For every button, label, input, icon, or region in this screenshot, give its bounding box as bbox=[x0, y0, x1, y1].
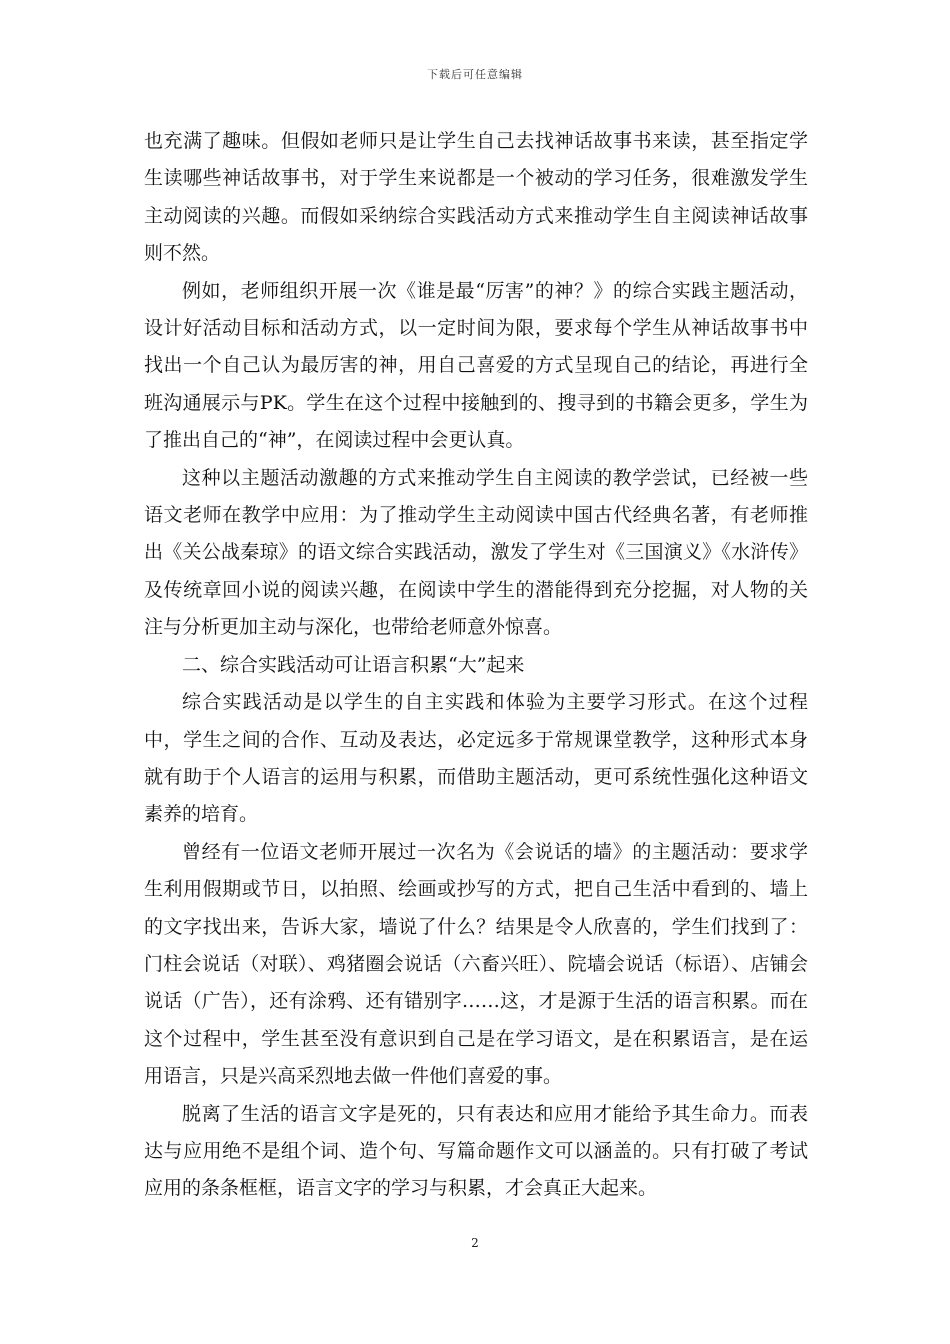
paragraph-talking-wall: 曾经有一位语文老师开展过一次名为《会说话的墙》的主题活动：要求学生利用假期或节日，以拍照、绘画或抄写的方式，把自己生活中看到的、墙上的文字找出来，告诉大家，墙说了什么？结果是令人欣喜的，学生们找到了：门柱会说话（对联）、鸡猪圈会说话（六畜兴旺）、院墙会说话（标语）、店铺会说话（广告），还有涂鸦、还有错别字……这，才是源于生活的语言积累。而在这个过程中，学生甚至没有意识到自己是在学习语文，是在积累语言，是在运用语言，只是兴高采烈地去做一件他们喜爱的事。 bbox=[144, 840, 808, 1088]
document-body bbox=[144, 123, 808, 1208]
page-header: 下载后可任意编辑 bbox=[427, 68, 523, 81]
paragraph-conclusion: 脱离了生活的语言文字是死的，只有表达和应用才能给予其生命力。而表达与应用绝不是组个词、造个句、写篇命题作文可以涵盖的。只有打破了考试应用的条条框框，语言文字的学习与积累，才会真正大起来。 bbox=[144, 1102, 808, 1200]
paragraph-practice-intro: 综合实践活动是以学生的自主实践和体验为主要学习形式。在这个过程中，学生之间的合作、互动及表达，必定远多于常规课堂教学，这种形式本身就有助于个人语言的运用与积累，而借助主题活动，更可系统性强化这种语文素养的培育。 bbox=[144, 691, 808, 826]
paragraph-example: 例如，老师组织开展一次《谁是最“厉害”的神？》的综合实践主题活动，设计好活动目标和活动方式，以一定时间为限，要求每个学生从神话故事书中找出一个自己认为最厉害的神，用自己喜爱的方式呈现自己的结论，再进行全班沟通展示与PK。学生在这个过程中接触到的、搜寻到的书籍会更多，学生为了推出自己的“神”，在阅读过程中会更认真。 bbox=[144, 279, 808, 452]
paragraph-teaching-attempt: 这种以主题活动激趣的方式来推动学生自主阅读的教学尝试，已经被一些语文老师在教学中应用：为了推动学生主动阅读中国古代经典名著，有老师推出《关公战秦琼》的语文综合实践活动，激发了学生对《三国演义》《水浒传》及传统章回小说的阅读兴趣，在阅读中学生的潜能得到充分挖掘，对人物的关注与分析更加主动与深化，也带给老师意外惊喜。 bbox=[144, 466, 808, 639]
section-heading: 二、综合实践活动可让语言积累“大”起来 bbox=[182, 653, 525, 676]
paragraph-continuation: 也充满了趣味。但假如老师只是让学生自己去找神话故事书来读，甚至指定学生读哪些神话故事书，对于学生来说都是一个被动的学习任务，很难激发学生主动阅读的兴趣。而假如采纳综合实践活动方式来推动学生自主阅读神话故事则不然。 bbox=[144, 130, 808, 265]
page-number: 2 bbox=[471, 1236, 479, 1250]
